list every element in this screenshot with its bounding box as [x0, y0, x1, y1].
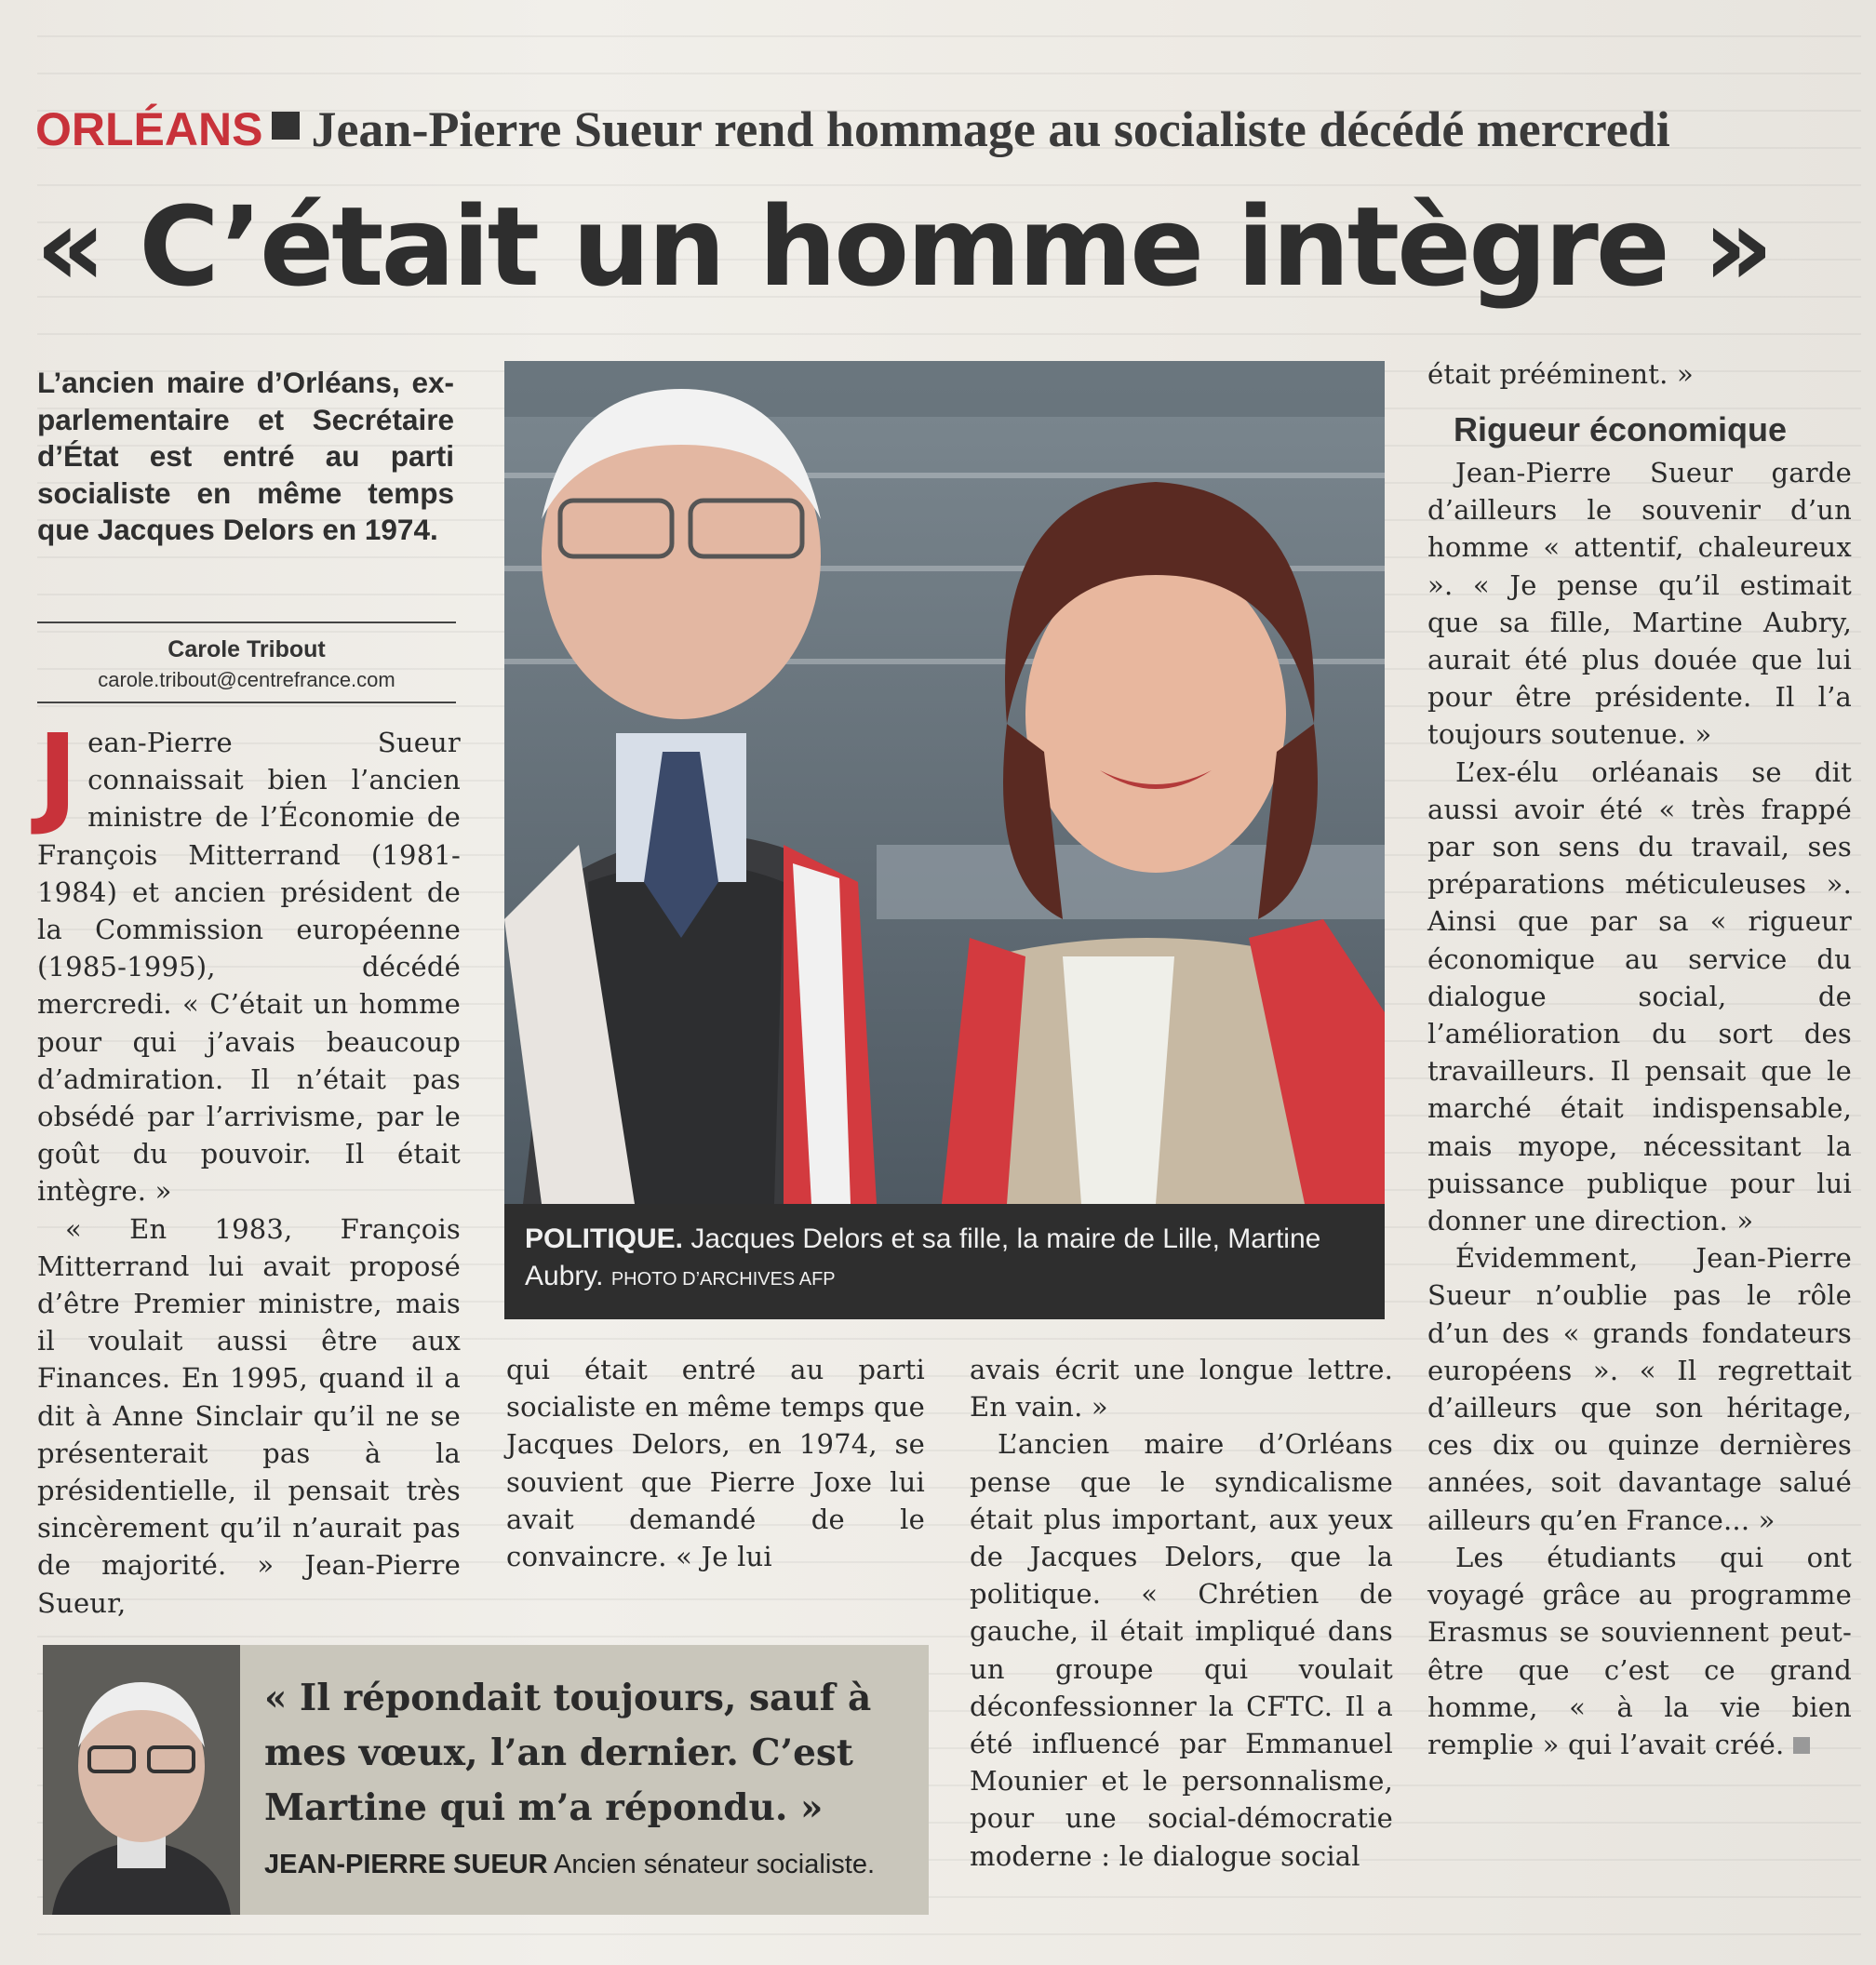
- pull-quote-name: JEAN-PIERRE SUEUR: [264, 1850, 548, 1879]
- pull-quote-signature: [264, 1850, 916, 1880]
- drop-cap: J: [37, 710, 79, 838]
- caption-label: POLITIQUE.: [525, 1223, 684, 1254]
- section-subhead: Rigueur économique: [1454, 410, 1788, 448]
- article-column-2: [506, 1351, 925, 1575]
- caption-credit: PHOTO D’ARCHIVES AFP: [610, 1269, 836, 1290]
- photo-illustration: [504, 361, 1385, 1204]
- kicker-city: ORLÉANS: [35, 103, 263, 155]
- lead-paragraph: L’ancien maire d’Orléans, ex-parlementaire et Secrétaire d’État est entré au parti socialiste en même temps que Jacques Delors en 1974.: [37, 366, 454, 546]
- square-bullet-icon: [272, 112, 300, 140]
- news-photo: [504, 361, 1385, 1204]
- col3-paragraph-2: L’ancien maire d’Orléans pense que le syndicalisme était plus important, aux yeux de Jacques Delors, que la politique. « Chrétien de gauche, il était impliqué dans un groupe qui voulait déconfessionner la CFTC. Il a été influencé par Emmanuel Mounier et le personnalisme, pour une social-démocratie moderne : le dialogue social: [970, 1428, 1393, 1872]
- article-column-3: [970, 1351, 1393, 1875]
- col4-paragraph-1: Jean-Pierre Sueur garde d’ailleurs le souvenir d’un homme « attentif, chaleureux ». « Je pense qu’il estimait que sa fille, Martine Aubry, aurait été plus douée que lui pour être présidente. Il l’a toujours soutenue. »: [1427, 457, 1852, 751]
- kicker: [35, 100, 1859, 166]
- byline-author: Carole Tribout: [168, 636, 326, 662]
- portrait-illustration: [43, 1645, 240, 1915]
- article-column-4: [1427, 454, 1852, 1763]
- headline: « C’était un homme intègre »: [35, 182, 1772, 311]
- kicker-subtitle: Jean-Pierre Sueur rend hommage au socialiste décédé mercredi: [311, 101, 1670, 157]
- pull-quote-box: [43, 1645, 929, 1915]
- col4-paragraph-2: L’ex-élu orléanais se dit aussi avoir été « très frappé par son sens du travail, ses préparations méticuleuses ». Ainsi que par sa « rigueur économique au service du dialogue social, de l’amélioration du sort des travailleurs. Il pensait que le marché était indispensable, mais myope, nécessitant la puissance publique pour lui donner une direction. »: [1427, 755, 1852, 1237]
- article-column-4-top: [1427, 355, 1852, 393]
- photo-caption: [504, 1204, 1385, 1319]
- col4-paragraph-4-text: Les étudiants qui ont voyagé grâce au programme Erasmus se souviennent peut-être que c’est ce grand homme, « à la vie bien remplie » qui l’avait créé.: [1427, 1541, 1852, 1760]
- pull-quote-role: Ancien sénateur socialiste.: [554, 1850, 876, 1879]
- portrait-photo: [43, 1645, 240, 1915]
- pull-quote-text: « Il répondait toujours, sauf à mes vœux, l’an dernier. C’est Martine qui m’a répondu. »: [264, 1677, 872, 1829]
- caption-text: Jacques Delors et sa fille, la maire de Lille, Martine Aubry.: [525, 1223, 1321, 1291]
- col1-paragraph-2: « En 1983, François Mitterrand lui avait proposé d’être Premier ministre, mais il voulait aussi être aux Finances. En 1995, quand il a dit à Anne Sinclair qu’il ne se présenterait pas à la présidentielle, il pensait très sincèrement qu’il n’aurait pas de majorité. » Jean-Pierre Sueur,: [37, 1212, 461, 1619]
- col2-paragraph-1: qui était entré au parti socialiste en même temps que Jacques Delors, en 1974, se souvient que Pierre Joxe lui avait demandé de le convaincre. « Je lui: [506, 1354, 925, 1573]
- byline-email: carole.tribout@centrefrance.com: [98, 668, 395, 691]
- col4-paragraph-4: [1427, 1539, 1852, 1763]
- byline-rule-bottom: [37, 702, 456, 703]
- col4-paragraph-0: était prééminent. »: [1427, 358, 1694, 390]
- col3-paragraph-1: avais écrit une longue lettre. En vain. »: [970, 1354, 1393, 1424]
- byline-rule-top: [37, 622, 456, 623]
- col4-paragraph-3: Évidemment, Jean-Pierre Sueur n’oublie pas le rôle d’un des « grands fondateurs européens ». « Il regrettait d’ailleurs que son héritage, ces dix ou quinze dernières années, soit davantage salué ailleurs qu’en France... »: [1427, 1242, 1852, 1536]
- end-mark-icon: [1793, 1737, 1810, 1754]
- article-column-1: [37, 710, 461, 1622]
- col1-paragraph-1: ean-Pierre Sueur connaissait bien l’ancien ministre de l’Économie de François Mitterrand (1981-1984) et ancien président de la Commission européenne (1985-1995), décédé mercredi. « C’était un homme pour qui j’avais beaucoup d’admiration. Il n’était pas obsédé par l’arrivisme, par le goût du pouvoir. Il était intègre. »: [37, 727, 461, 1208]
